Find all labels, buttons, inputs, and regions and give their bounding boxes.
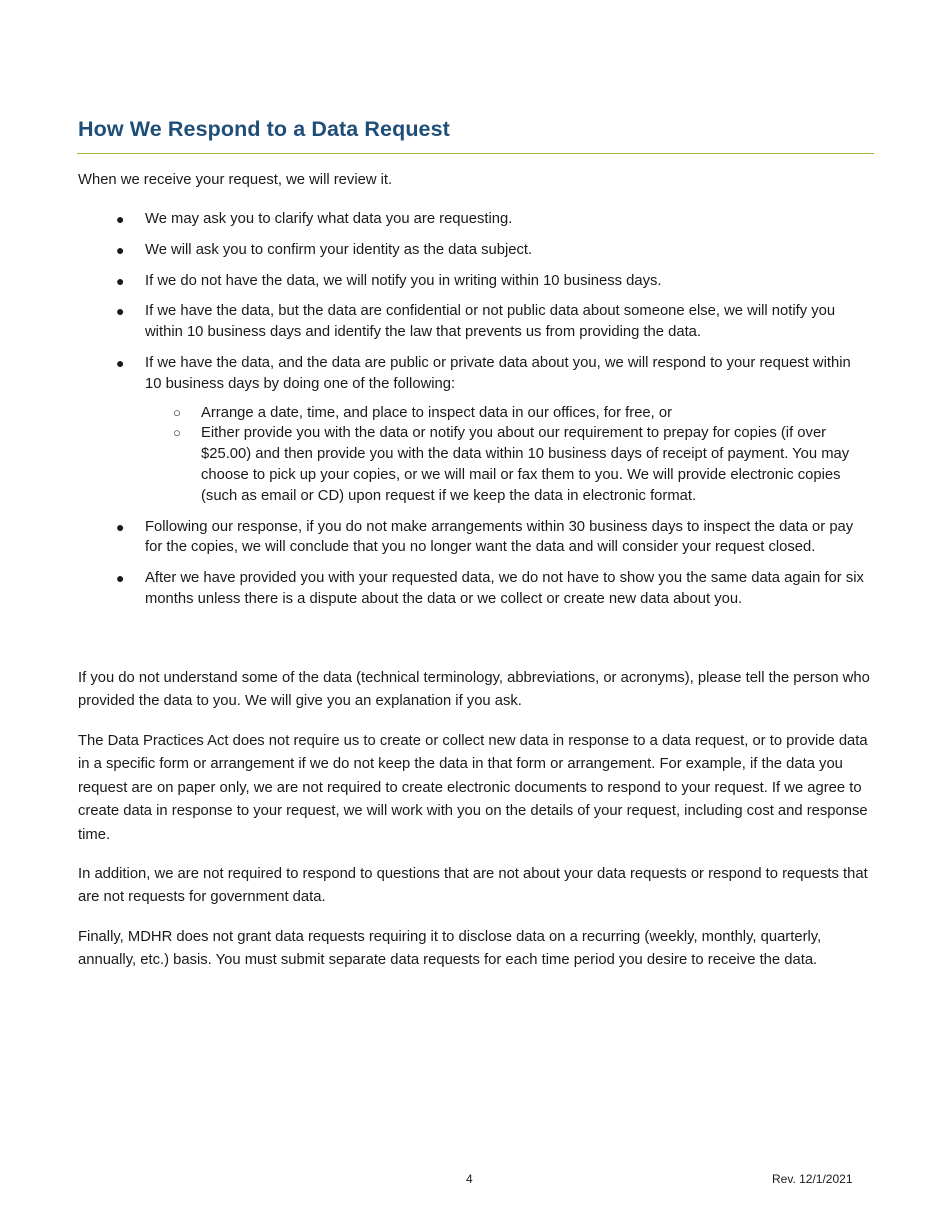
- bullet-icon: ●: [116, 518, 125, 535]
- intro-text: When we receive your request, we will review it.: [78, 172, 393, 188]
- sub-list-item: [145, 423, 870, 506]
- paragraph-terminology: If you do not understand some of the data (technical terminology, abbreviations, or acronyms), please tell the person who provided the data to you. We will give you an explanation if you ask.: [78, 670, 870, 710]
- list-item: [78, 353, 870, 507]
- bullet-icon: ●: [116, 303, 125, 320]
- page-number: 4: [466, 1172, 473, 1186]
- bullet-icon: ●: [116, 570, 125, 587]
- sub-list-item-text: Arrange a date, time, and place to inspect data in our offices, for free, or: [201, 404, 673, 421]
- circle-bullet-icon: ○: [173, 404, 181, 420]
- list-item-text: We may ask you to clarify what data you are requesting.: [145, 211, 513, 227]
- list-item: [78, 271, 870, 292]
- list-item: [78, 517, 870, 559]
- list-item-text: If we do not have the data, we will notify you in writing within 10 business days.: [145, 272, 662, 289]
- list-item-text: Following our response, if you do not make arrangements within 30 business days to inspect the data or pay for the copies, we will conclude that you no longer want the data and will consider your request closed.: [145, 518, 854, 556]
- bullet-icon: ●: [116, 354, 125, 371]
- bullet-icon: ●: [116, 272, 125, 289]
- section-heading: How We Respond to a Data Request: [78, 117, 450, 141]
- list-item-text: We will ask you to confirm your identity as the data subject.: [145, 241, 533, 258]
- heading-divider: [77, 153, 874, 154]
- paragraph-recurring: Finally, MDHR does not grant data requests requiring it to disclose data on a recurring (weekly, monthly, quarterly, annually, etc.) basis. You must submit separate data requests for each time period you desire to receive the data.: [78, 929, 822, 969]
- response-options-list: [145, 403, 870, 507]
- list-item: [78, 301, 870, 343]
- list-item: [78, 240, 870, 261]
- list-item-text: If we have the data, and the data are public or private data about you, we will respond to your request within 10 business days by doing one of the following:: [145, 354, 851, 392]
- bullet-icon: ●: [116, 241, 125, 258]
- sub-list-item: [145, 403, 870, 424]
- list-item-text: After we have provided you with your requested data, we do not have to show you the same data again for six months unless there is a dispute about the data or we collect or create new data about you.: [145, 570, 864, 607]
- response-steps-list: [78, 209, 870, 620]
- paragraph-no-new-data: The Data Practices Act does not require us to create or collect new data in response to a data request, or to provide data in a specific form or arrangement if we do not keep the data in that form or arrangement. For example, if the data you request are on paper only, we are not required to create electronic documents to respond to your request. If we agree to create data in response to your request, we will work with you on the details of your request, including cost and response time.: [78, 733, 868, 843]
- bullet-icon: ●: [116, 211, 125, 227]
- paragraph-questions: In addition, we are not required to respond to questions that are not about your data requests or respond to requests that are not requests for government data.: [78, 866, 868, 906]
- sub-list-item-text: Either provide you with the data or notify you about our requirement to prepay for copies (if over $25.00) and then provide you with the data within 10 business days of receipt of payment. You may choose to pick up your copies, or we will mail or fax them to you. We will provide electronic copies (such as email or CD) upon request if we keep the data in electronic format.: [201, 425, 850, 504]
- list-item-text: If we have the data, but the data are confidential or not public data about someone else, we will notify you within 10 business days and identify the law that prevents us from providing the data.: [145, 303, 836, 341]
- list-item: [78, 568, 870, 610]
- circle-bullet-icon: ○: [173, 425, 181, 441]
- revision-date: Rev. 12/1/2021: [772, 1172, 853, 1186]
- list-item: [78, 209, 870, 230]
